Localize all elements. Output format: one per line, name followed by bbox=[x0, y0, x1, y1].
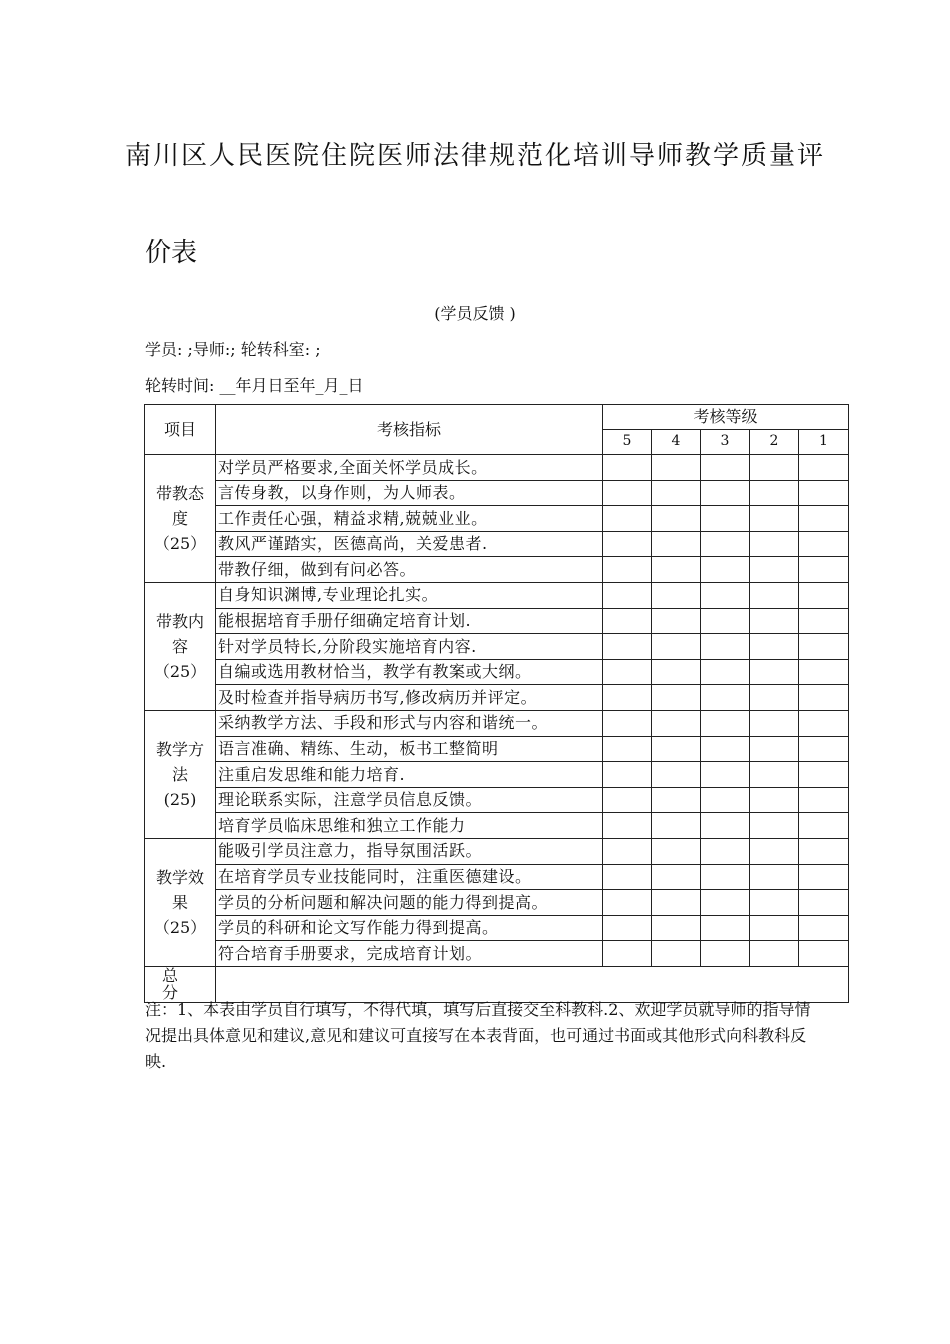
indicator-cell: 培育学员临床思维和独立工作能力 bbox=[216, 813, 603, 839]
table-row bbox=[145, 864, 849, 890]
grade-cell-3[interactable] bbox=[701, 455, 750, 481]
indicator-cell: 能吸引学员注意力，指导氛围活跃。 bbox=[216, 838, 603, 864]
grade-cell-5[interactable] bbox=[603, 608, 652, 634]
grade-cell-3[interactable] bbox=[701, 813, 750, 839]
grade-cell-5[interactable] bbox=[603, 480, 652, 506]
table-row bbox=[145, 634, 849, 660]
category-label bbox=[145, 582, 216, 710]
category-label-line: (25) bbox=[163, 789, 197, 809]
grade-cell-1[interactable] bbox=[799, 506, 849, 532]
grade-cell-5[interactable] bbox=[603, 685, 652, 711]
grade-cell-2[interactable] bbox=[750, 941, 799, 967]
grade-cell-4[interactable] bbox=[652, 736, 701, 762]
form-title-line1: 南川区人民医院住院医师法律规范化培训导师教学质量评 bbox=[124, 141, 825, 171]
grade-cell-5[interactable] bbox=[603, 864, 652, 890]
indicator-cell: 学员的分析问题和解决问题的能力得到提高。 bbox=[216, 890, 603, 916]
info-rotation-period: 轮转时间: __年月日至年_月_日 bbox=[145, 376, 364, 395]
footnote: 注：1、本表由学员自行填写，不得代填，填写后直接交至科教科.2、欢迎学员就导师的指导情况提出具体意见和建议,意见和建议可直接写在本表背面，也可通过书面或其他形式向科教科反映. bbox=[145, 1000, 811, 1071]
grade-cell-4[interactable] bbox=[652, 634, 701, 660]
grade-cell-2[interactable] bbox=[750, 710, 799, 736]
grade-cell-4[interactable] bbox=[652, 838, 701, 864]
grade-cell-5[interactable] bbox=[603, 659, 652, 685]
table-row bbox=[145, 915, 849, 941]
category-label-line: （25） bbox=[153, 533, 207, 553]
indicator-cell: 及时检查并指导病历书写,修改病历并评定。 bbox=[216, 685, 603, 711]
grade-cell-1[interactable] bbox=[799, 659, 849, 685]
table-row bbox=[145, 736, 849, 762]
grade-cell-5[interactable] bbox=[603, 762, 652, 788]
header-grade: 考核等级 bbox=[603, 405, 849, 430]
grade-cell-1[interactable] bbox=[799, 915, 849, 941]
grade-cell-1[interactable] bbox=[799, 813, 849, 839]
indicator-cell: 注重启发思维和能力培育. bbox=[216, 762, 603, 788]
grade-cell-1[interactable] bbox=[799, 710, 849, 736]
grade-cell-2[interactable] bbox=[750, 506, 799, 532]
grade-cell-4[interactable] bbox=[652, 685, 701, 711]
header-item: 项目 bbox=[145, 405, 216, 455]
grade-cell-5[interactable] bbox=[603, 634, 652, 660]
grade-cell-3[interactable] bbox=[701, 608, 750, 634]
table-row bbox=[145, 941, 849, 967]
grade-cell-5[interactable] bbox=[603, 915, 652, 941]
grade-cell-3[interactable] bbox=[701, 557, 750, 583]
indicator-cell: 带教仔细，做到有问必答。 bbox=[216, 557, 603, 583]
grade-cell-4[interactable] bbox=[652, 455, 701, 481]
grade-cell-4[interactable] bbox=[652, 557, 701, 583]
grade-header-4: 4 bbox=[652, 430, 701, 455]
category-label-line: 教学方 bbox=[155, 739, 204, 759]
category-label-line: 带教态 bbox=[155, 483, 204, 503]
grade-cell-2[interactable] bbox=[750, 685, 799, 711]
grade-cell-2[interactable] bbox=[750, 557, 799, 583]
grade-cell-4[interactable] bbox=[652, 915, 701, 941]
grade-cell-5[interactable] bbox=[603, 582, 652, 608]
grade-cell-1[interactable] bbox=[799, 736, 849, 762]
grade-cell-2[interactable] bbox=[750, 762, 799, 788]
grade-cell-5[interactable] bbox=[603, 455, 652, 481]
grade-cell-5[interactable] bbox=[603, 813, 652, 839]
table-row bbox=[145, 659, 849, 685]
grade-cell-5[interactable] bbox=[603, 557, 652, 583]
category-label-line: 教学效 bbox=[155, 867, 204, 887]
indicator-cell: 教风严谨踏实，医德高尚，关爱患者. bbox=[216, 531, 603, 557]
grade-header-5: 5 bbox=[603, 430, 652, 455]
grade-cell-2[interactable] bbox=[750, 455, 799, 481]
grade-cell-3[interactable] bbox=[701, 890, 750, 916]
grade-cell-2[interactable] bbox=[750, 582, 799, 608]
indicator-cell: 符合培育手册要求，完成培育计划。 bbox=[216, 941, 603, 967]
category-label bbox=[145, 710, 216, 838]
indicator-cell: 学员的科研和论文写作能力得到提高。 bbox=[216, 915, 603, 941]
category-label-line: 带教内 bbox=[155, 611, 204, 631]
table-row bbox=[145, 506, 849, 532]
grade-cell-1[interactable] bbox=[799, 582, 849, 608]
table-row bbox=[145, 710, 849, 736]
category-label-line: 果 bbox=[171, 892, 188, 912]
grade-cell-4[interactable] bbox=[652, 864, 701, 890]
grade-cell-2[interactable] bbox=[750, 736, 799, 762]
grade-cell-3[interactable] bbox=[701, 864, 750, 890]
table-row bbox=[145, 813, 849, 839]
table-row bbox=[145, 890, 849, 916]
category-label-line: 法 bbox=[171, 764, 188, 784]
table-row bbox=[145, 455, 849, 481]
header-indicator: 考核指标 bbox=[216, 405, 603, 455]
table-row bbox=[145, 838, 849, 864]
table-row bbox=[145, 480, 849, 506]
grade-header-3: 3 bbox=[701, 430, 750, 455]
indicator-cell: 自编或选用教材恰当，教学有教案或大纲。 bbox=[216, 659, 603, 685]
grade-cell-1[interactable] bbox=[799, 941, 849, 967]
grade-cell-3[interactable] bbox=[701, 787, 750, 813]
grade-cell-3[interactable] bbox=[701, 634, 750, 660]
grade-cell-4[interactable] bbox=[652, 659, 701, 685]
grade-cell-2[interactable] bbox=[750, 659, 799, 685]
grade-cell-3[interactable] bbox=[701, 710, 750, 736]
grade-cell-2[interactable] bbox=[750, 864, 799, 890]
form-title-line2: 价表 bbox=[145, 238, 198, 268]
grade-cell-4[interactable] bbox=[652, 480, 701, 506]
category-label bbox=[145, 838, 216, 966]
grade-cell-4[interactable] bbox=[652, 941, 701, 967]
indicator-cell: 理论联系实际，注意学员信息反馈。 bbox=[216, 787, 603, 813]
grade-cell-5[interactable] bbox=[603, 941, 652, 967]
table-row bbox=[145, 685, 849, 711]
category-label-line: 度 bbox=[171, 508, 188, 528]
indicator-cell: 言传身教，以身作则，为人师表。 bbox=[216, 480, 603, 506]
grade-cell-3[interactable] bbox=[701, 736, 750, 762]
indicator-cell: 自身知识渊博,专业理论扎实。 bbox=[216, 582, 603, 608]
grade-cell-2[interactable] bbox=[750, 480, 799, 506]
indicator-cell: 语言准确、精练、生动，板书工整简明 bbox=[216, 736, 603, 762]
grade-cell-1[interactable] bbox=[799, 890, 849, 916]
grade-cell-1[interactable] bbox=[799, 838, 849, 864]
grade-cell-1[interactable] bbox=[799, 762, 849, 788]
indicator-cell: 能根据培育手册仔细确定培育计划. bbox=[216, 608, 603, 634]
indicator-cell: 对学员严格要求,全面关怀学员成长。 bbox=[216, 455, 603, 481]
grade-cell-2[interactable] bbox=[750, 890, 799, 916]
grade-cell-4[interactable] bbox=[652, 787, 701, 813]
grade-cell-1[interactable] bbox=[799, 480, 849, 506]
table-row bbox=[145, 582, 849, 608]
table-row bbox=[145, 787, 849, 813]
total-label: 总 分 bbox=[145, 966, 216, 1002]
table-row bbox=[145, 531, 849, 557]
grade-cell-3[interactable] bbox=[701, 582, 750, 608]
grade-cell-2[interactable] bbox=[750, 531, 799, 557]
grade-cell-5[interactable] bbox=[603, 506, 652, 532]
grade-cell-1[interactable] bbox=[799, 787, 849, 813]
table-row bbox=[145, 762, 849, 788]
grade-cell-1[interactable] bbox=[799, 864, 849, 890]
category-label bbox=[145, 455, 216, 583]
grade-cell-4[interactable] bbox=[652, 582, 701, 608]
grade-cell-1[interactable] bbox=[799, 557, 849, 583]
grade-cell-5[interactable] bbox=[603, 531, 652, 557]
grade-cell-2[interactable] bbox=[750, 608, 799, 634]
grade-cell-3[interactable] bbox=[701, 762, 750, 788]
grade-cell-3[interactable] bbox=[701, 480, 750, 506]
grade-cell-4[interactable] bbox=[652, 762, 701, 788]
grade-cell-2[interactable] bbox=[750, 813, 799, 839]
grade-cell-2[interactable] bbox=[750, 915, 799, 941]
grade-cell-3[interactable] bbox=[701, 531, 750, 557]
grade-cell-1[interactable] bbox=[799, 531, 849, 557]
grade-cell-4[interactable] bbox=[652, 531, 701, 557]
category-label-line: 容 bbox=[171, 636, 188, 656]
table-row bbox=[145, 557, 849, 583]
grade-cell-5[interactable] bbox=[603, 736, 652, 762]
indicator-cell: 采纳教学方法、手段和形式与内容和谐统一。 bbox=[216, 710, 603, 736]
indicator-cell: 针对学员特长,分阶段实施培育内容. bbox=[216, 634, 603, 660]
grade-cell-1[interactable] bbox=[799, 685, 849, 711]
grade-cell-5[interactable] bbox=[603, 838, 652, 864]
grade-cell-4[interactable] bbox=[652, 506, 701, 532]
grade-cell-1[interactable] bbox=[799, 608, 849, 634]
indicator-cell: 在培育学员专业技能同时，注重医德建设。 bbox=[216, 864, 603, 890]
grade-cell-4[interactable] bbox=[652, 710, 701, 736]
grade-cell-1[interactable] bbox=[799, 634, 849, 660]
form-subtitle: (学员反馈 ) bbox=[434, 304, 516, 323]
grade-header-1: 1 bbox=[799, 430, 849, 455]
grade-cell-4[interactable] bbox=[652, 608, 701, 634]
grade-cell-3[interactable] bbox=[701, 838, 750, 864]
info-student-mentor-dept: 学员: ;导师:; 轮转科室: ; bbox=[145, 340, 321, 359]
grade-header-2: 2 bbox=[750, 430, 799, 455]
evaluation-table bbox=[144, 404, 849, 1003]
table-row bbox=[145, 608, 849, 634]
grade-cell-2[interactable] bbox=[750, 634, 799, 660]
grade-cell-2[interactable] bbox=[750, 838, 799, 864]
grade-cell-5[interactable] bbox=[603, 710, 652, 736]
grade-cell-3[interactable] bbox=[701, 659, 750, 685]
grade-cell-4[interactable] bbox=[652, 813, 701, 839]
category-label-line: （25） bbox=[153, 917, 207, 937]
grade-cell-3[interactable] bbox=[701, 685, 750, 711]
category-label-line: （25） bbox=[153, 661, 207, 681]
grade-cell-3[interactable] bbox=[701, 941, 750, 967]
grade-cell-5[interactable] bbox=[603, 787, 652, 813]
grade-cell-1[interactable] bbox=[799, 455, 849, 481]
grade-cell-4[interactable] bbox=[652, 890, 701, 916]
grade-cell-5[interactable] bbox=[603, 890, 652, 916]
indicator-cell: 工作责任心强，精益求精,兢兢业业。 bbox=[216, 506, 603, 532]
grade-cell-3[interactable] bbox=[701, 506, 750, 532]
grade-cell-2[interactable] bbox=[750, 787, 799, 813]
grade-cell-3[interactable] bbox=[701, 915, 750, 941]
